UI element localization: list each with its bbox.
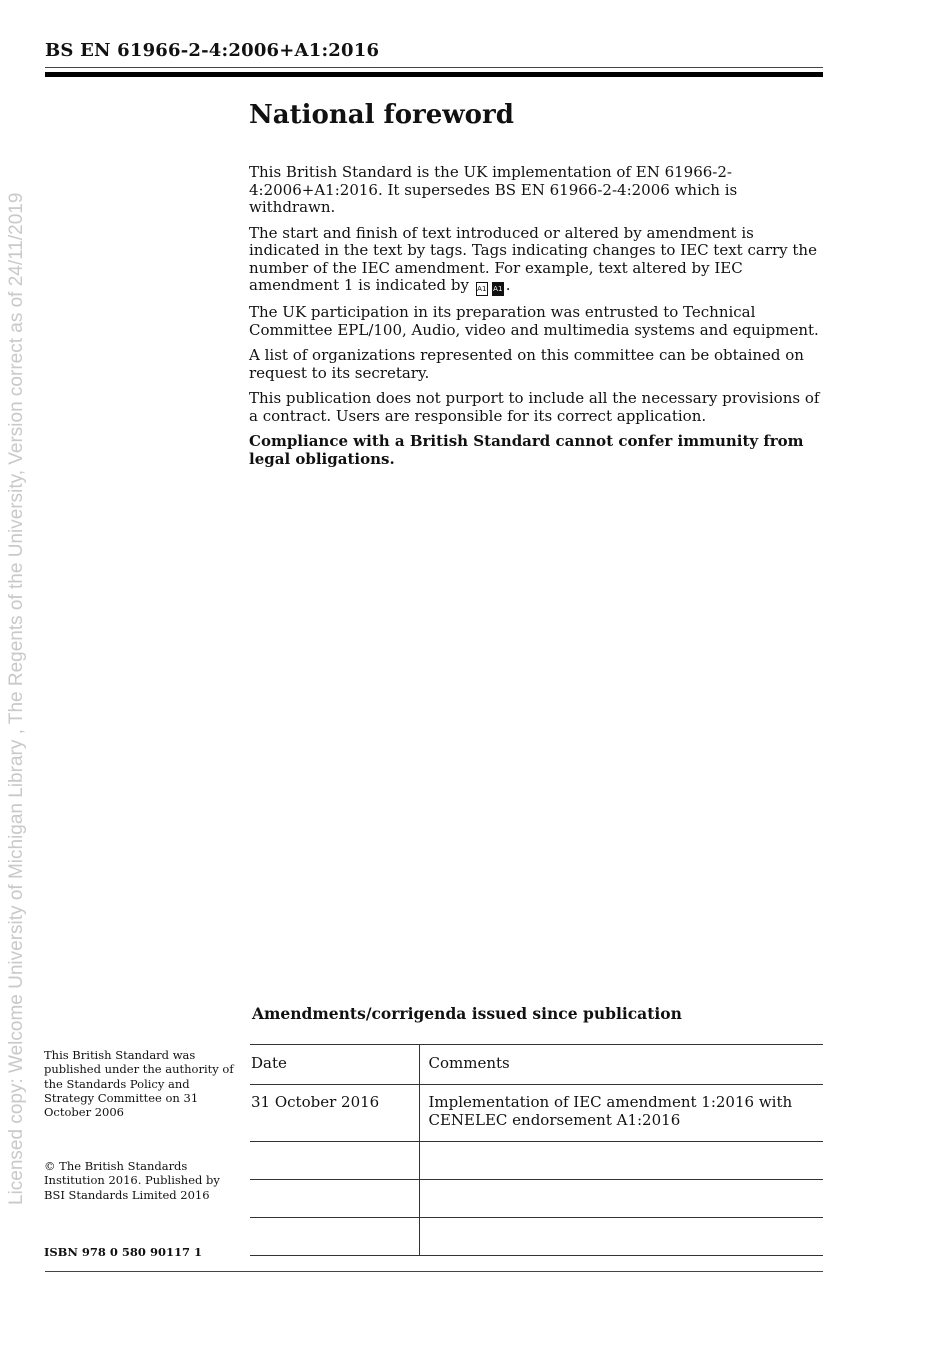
amendments-table: [250, 1044, 823, 1256]
table-header-row: [250, 1045, 823, 1085]
footer-rule: [45, 1271, 823, 1272]
license-watermark: Licensed copy: Welcome University of Michigan Library , The Regents of the University, Version correct as of 24/11/2019: [6, 192, 27, 1205]
document-code: BS EN 61966-2-4:2006+A1:2016: [45, 40, 380, 61]
isbn: ISBN 978 0 580 90117 1: [44, 1245, 202, 1259]
paragraph-contract: This publication does not purport to include all the necessary provisions of a contract. Users are responsible for its correct application.: [249, 389, 820, 425]
header-rule-thin: [45, 67, 823, 68]
table-row-empty: [250, 1142, 823, 1180]
page-title: National foreword: [249, 100, 514, 130]
header-rule-thick: [45, 72, 823, 77]
amendment-end-tag-icon: A1: [492, 282, 504, 296]
amendments-heading: Amendments/corrigenda issued since publication: [252, 1004, 682, 1023]
table-row-empty: [250, 1180, 823, 1218]
amendment-date: 31 October 2016: [250, 1085, 419, 1142]
table-row-empty: [250, 1218, 823, 1256]
paragraph-compliance: Compliance with a British Standard cannot confer immunity from legal obligations.: [249, 432, 804, 468]
paragraph-amendment-tags: [249, 225, 824, 297]
paragraph-amendment-tags-text: The start and finish of text introduced or altered by amendment is indicated in the text by tags. Tags indicating changes to IEC text carry the number of the IEC amendment. For example, text altered by IEC amendment 1 is indicated by: [249, 223, 817, 294]
table-row: [250, 1085, 823, 1142]
amendment-start-tag-icon: A1: [476, 282, 488, 296]
paragraph-committee: The UK participation in its preparation was entrusted to Technical Committee EPL/100, Audio, video and multimedia systems and equipment.: [249, 303, 819, 339]
paragraph-implementation: This British Standard is the UK implementation of EN 61966-2-4:2006+A1:2016. It supersedes BS EN 61966-2-4:2006 which is withdrawn.: [249, 163, 738, 216]
foreword-body: [249, 164, 824, 476]
paragraph-amendment-tags-end: .: [505, 276, 511, 294]
column-header-date: Date: [250, 1045, 419, 1085]
copyright-note: © The British Standards Institution 2016. Published by BSI Standards Limited 2016: [44, 1159, 220, 1202]
paragraph-organizations: A list of organizations represented on this committee can be obtained on request to its secretary.: [249, 346, 804, 382]
publication-authority-note: This British Standard was published under the authority of the Standards Policy and Strategy Committee on 31 October 2006: [44, 1048, 234, 1120]
column-header-comments: Comments: [419, 1045, 823, 1085]
amendment-comment: Implementation of IEC amendment 1:2016 with CENELEC endorsement A1:2016: [419, 1085, 823, 1142]
